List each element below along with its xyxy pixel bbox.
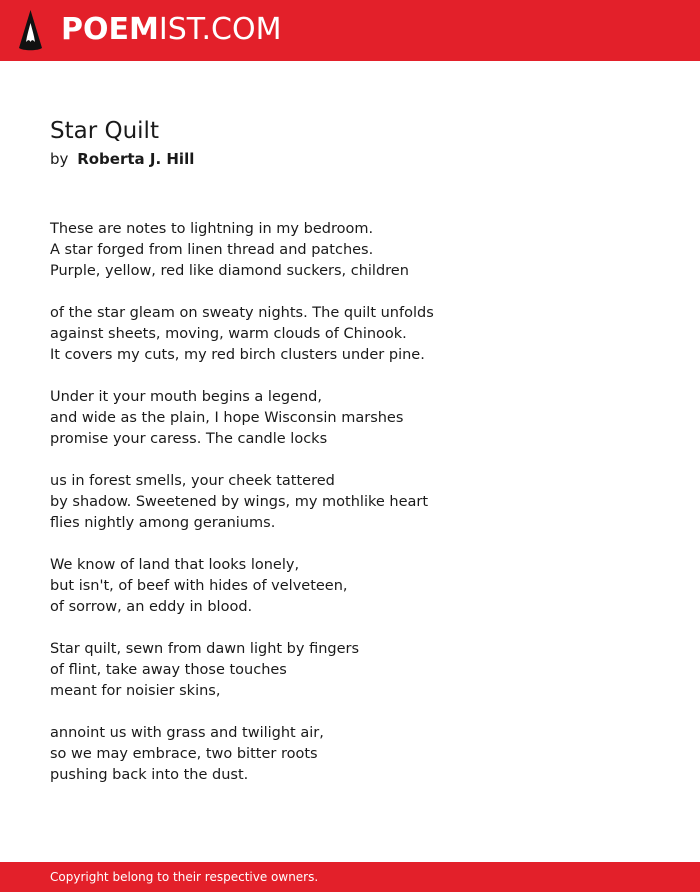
logo-text-bold: POEM [61,12,159,47]
site-header [0,0,700,61]
author-name: Roberta J. Hill [77,150,195,168]
poem-line: It covers my cuts, my red birch clusters under pine. [50,347,425,363]
poem-title: Star Quilt [50,118,159,144]
site-logo-link[interactable] [18,8,281,52]
byline [50,148,194,170]
copyright-text: Copyright belong to their respective owners. [50,870,319,884]
poem-line: so we may embrace, two bitter roots [50,746,318,762]
poem-line: and wide as the plain, I hope Wisconsin marshes [50,410,404,426]
logo-text-light: IST.COM [158,12,282,47]
stanza [50,555,670,618]
poem-body [50,219,670,807]
stanza [50,639,670,702]
poem-line: meant for noisier skins, [50,683,221,699]
poem-line: A star forged from linen thread and patches. [50,242,374,258]
site-logo-text [61,8,281,52]
poem-line: pushing back into the dust. [50,767,249,783]
by-label: by [50,150,69,168]
poem-line: of the star gleam on sweaty nights. The quilt unfolds [50,305,434,321]
stanza [50,303,670,366]
pencil-logo-icon [18,9,43,51]
poem-line: Purple, yellow, red like diamond suckers, children [50,263,409,279]
poem-line: Under it your mouth begins a legend, [50,389,322,405]
poem-line: These are notes to lightning in my bedroom. [50,221,374,237]
poem-line: flies nightly among geraniums. [50,515,276,531]
poem-line: promise your caress. The candle locks [50,431,328,447]
poem-line: We know of land that looks lonely, [50,557,300,573]
site-footer [0,862,700,892]
stanza [50,387,670,450]
poem-line: of sorrow, an eddy in blood. [50,599,253,615]
stanza [50,219,670,282]
poem-line: against sheets, moving, warm clouds of Chinook. [50,326,407,342]
stanza [50,471,670,534]
stanza [50,723,670,786]
poem-line: annoint us with grass and twilight air, [50,725,324,741]
poem-line: but isn't, of beef with hides of velveteen, [50,578,348,594]
poem-line: by shadow. Sweetened by wings, my mothlike heart [50,494,429,510]
poem-line: us in forest smells, your cheek tattered [50,473,335,489]
poem-line: of flint, take away those touches [50,662,287,678]
poem-line: Star quilt, sewn from dawn light by fingers [50,641,360,657]
